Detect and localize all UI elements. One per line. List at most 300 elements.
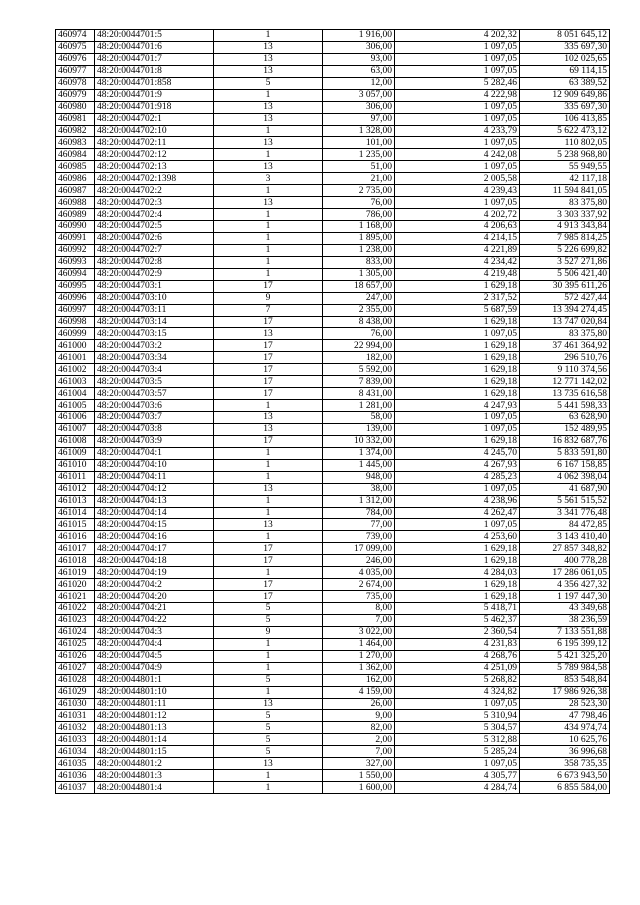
specific-value-cell: 1 629,18 <box>395 555 520 567</box>
cadastral-number-cell: 48:20:0044704:11 <box>95 471 214 483</box>
table-row <box>56 388 610 400</box>
table-row <box>56 340 610 352</box>
row-number-cell: 461011 <box>56 471 95 483</box>
row-number-cell: 461034 <box>56 746 95 758</box>
area-cell: 10 332,00 <box>323 435 395 447</box>
table-row <box>56 364 610 376</box>
row-number-cell: 460992 <box>56 244 95 256</box>
area-cell: 2 355,00 <box>323 304 395 316</box>
category-code-cell: 17 <box>214 376 323 388</box>
specific-value-cell: 4 231,83 <box>395 638 520 650</box>
cadastral-number-cell: 48:20:0044801:14 <box>95 734 214 746</box>
category-code-cell: 5 <box>214 734 323 746</box>
cadastral-value-cell: 4 913 343,84 <box>520 221 610 233</box>
table-row <box>56 376 610 388</box>
row-number-cell: 461016 <box>56 531 95 543</box>
cadastral-number-cell: 48:20:0044703:4 <box>95 364 214 376</box>
row-number-cell: 461014 <box>56 507 95 519</box>
area-cell: 58,00 <box>323 412 395 424</box>
cadastral-value-cell: 9 110 374,56 <box>520 364 610 376</box>
specific-value-cell: 4 238,96 <box>395 495 520 507</box>
row-number-cell: 461015 <box>56 519 95 531</box>
cadastral-number-cell: 48:20:0044702:4 <box>95 209 214 221</box>
area-cell: 1 445,00 <box>323 459 395 471</box>
table-row <box>56 400 610 412</box>
area-cell: 182,00 <box>323 352 395 364</box>
cadastral-number-cell: 48:20:0044702:12 <box>95 149 214 161</box>
cadastral-value-cell: 36 996,68 <box>520 746 610 758</box>
category-code-cell: 17 <box>214 352 323 364</box>
category-code-cell: 1 <box>214 507 323 519</box>
category-code-cell: 1 <box>214 770 323 782</box>
specific-value-cell: 2 005,58 <box>395 173 520 185</box>
cadastral-value-cell: 42 117,18 <box>520 173 610 185</box>
table-row <box>56 77 610 89</box>
table-row <box>56 722 610 734</box>
category-code-cell: 1 <box>214 400 323 412</box>
category-code-cell: 1 <box>214 209 323 221</box>
cadastral-value-cell: 13 747 020,84 <box>520 316 610 328</box>
category-code-cell: 1 <box>214 232 323 244</box>
specific-value-cell: 4 219,48 <box>395 268 520 280</box>
row-number-cell: 461035 <box>56 758 95 770</box>
table-row <box>56 268 610 280</box>
specific-value-cell: 1 097,05 <box>395 65 520 77</box>
cadastral-value-cell: 41 687,90 <box>520 483 610 495</box>
area-cell: 162,00 <box>323 674 395 686</box>
cadastral-number-cell: 48:20:0044703:9 <box>95 435 214 447</box>
cadastral-number-cell: 48:20:0044702:1 <box>95 113 214 125</box>
cadastral-value-cell: 63 389,52 <box>520 77 610 89</box>
table-row <box>56 626 610 638</box>
cadastral-value-cell: 5 561 515,52 <box>520 495 610 507</box>
area-cell: 51,00 <box>323 161 395 173</box>
category-code-cell: 5 <box>214 77 323 89</box>
row-number-cell: 460977 <box>56 65 95 77</box>
table-row <box>56 244 610 256</box>
cadastral-number-cell: 48:20:0044704:4 <box>95 638 214 650</box>
category-code-cell: 17 <box>214 555 323 567</box>
category-code-cell: 17 <box>214 340 323 352</box>
cadastral-value-cell: 434 974,74 <box>520 722 610 734</box>
cadastral-value-cell: 5 506 421,40 <box>520 268 610 280</box>
category-code-cell: 13 <box>214 758 323 770</box>
category-code-cell: 1 <box>214 268 323 280</box>
table-row <box>56 89 610 101</box>
category-code-cell: 1 <box>214 244 323 256</box>
cadastral-value-cell: 11 594 841,05 <box>520 185 610 197</box>
cadastral-number-cell: 48:20:0044702:3 <box>95 197 214 209</box>
category-code-cell: 1 <box>214 185 323 197</box>
row-number-cell: 461002 <box>56 364 95 376</box>
category-code-cell: 13 <box>214 113 323 125</box>
table-row <box>56 423 610 435</box>
cadastral-number-cell: 48:20:0044801:10 <box>95 686 214 698</box>
specific-value-cell: 1 629,18 <box>395 340 520 352</box>
category-code-cell: 1 <box>214 638 323 650</box>
area-cell: 5 592,00 <box>323 364 395 376</box>
specific-value-cell: 1 097,05 <box>395 519 520 531</box>
category-code-cell: 13 <box>214 41 323 53</box>
specific-value-cell: 4 268,76 <box>395 650 520 662</box>
area-cell: 4 035,00 <box>323 567 395 579</box>
cadastral-number-cell: 48:20:0044701:8 <box>95 65 214 77</box>
cadastral-number-cell: 48:20:0044702:2 <box>95 185 214 197</box>
specific-value-cell: 2 317,52 <box>395 292 520 304</box>
table-row <box>56 734 610 746</box>
cadastral-number-cell: 48:20:0044704:13 <box>95 495 214 507</box>
area-cell: 784,00 <box>323 507 395 519</box>
area-cell: 1 328,00 <box>323 125 395 137</box>
cadastral-number-cell: 48:20:0044801:13 <box>95 722 214 734</box>
category-code-cell: 1 <box>214 149 323 161</box>
cadastral-number-cell: 48:20:0044704:17 <box>95 543 214 555</box>
area-cell: 3 057,00 <box>323 89 395 101</box>
table-row <box>56 316 610 328</box>
cadastral-value-cell: 335 697,30 <box>520 101 610 113</box>
cadastral-number-cell: 48:20:0044704:3 <box>95 626 214 638</box>
specific-value-cell: 1 629,18 <box>395 376 520 388</box>
table-row <box>56 471 610 483</box>
specific-value-cell: 5 687,59 <box>395 304 520 316</box>
row-number-cell: 460980 <box>56 101 95 113</box>
cadastral-number-cell: 48:20:0044701:9 <box>95 89 214 101</box>
cadastral-number-cell: 48:20:0044703:2 <box>95 340 214 352</box>
area-cell: 22 994,00 <box>323 340 395 352</box>
row-number-cell: 460984 <box>56 149 95 161</box>
specific-value-cell: 5 282,46 <box>395 77 520 89</box>
specific-value-cell: 1 097,05 <box>395 137 520 149</box>
cadastral-number-cell: 48:20:0044704:5 <box>95 650 214 662</box>
cadastral-value-cell: 30 395 611,26 <box>520 280 610 292</box>
row-number-cell: 461013 <box>56 495 95 507</box>
category-code-cell: 1 <box>214 471 323 483</box>
category-code-cell: 17 <box>214 316 323 328</box>
table-row <box>56 543 610 555</box>
cadastral-value-cell: 5 238 968,80 <box>520 149 610 161</box>
specific-value-cell: 4 247,93 <box>395 400 520 412</box>
cadastral-number-cell: 48:20:0044703:57 <box>95 388 214 400</box>
cadastral-number-cell: 48:20:0044703:15 <box>95 328 214 340</box>
category-code-cell: 1 <box>214 125 323 137</box>
area-cell: 2,00 <box>323 734 395 746</box>
table-row <box>56 579 610 591</box>
row-number-cell: 460997 <box>56 304 95 316</box>
area-cell: 246,00 <box>323 555 395 567</box>
cadastral-value-cell: 47 798,46 <box>520 710 610 722</box>
cadastral-number-cell: 48:20:0044703:5 <box>95 376 214 388</box>
table-row <box>56 591 610 603</box>
area-cell: 97,00 <box>323 113 395 125</box>
row-number-cell: 460994 <box>56 268 95 280</box>
table-row <box>56 483 610 495</box>
specific-value-cell: 4 222,98 <box>395 89 520 101</box>
cadastral-number-cell: 48:20:0044702:11 <box>95 137 214 149</box>
row-number-cell: 461007 <box>56 423 95 435</box>
cadastral-value-cell: 38 236,59 <box>520 614 610 626</box>
specific-value-cell: 1 097,05 <box>395 41 520 53</box>
specific-value-cell: 1 097,05 <box>395 412 520 424</box>
area-cell: 247,00 <box>323 292 395 304</box>
row-number-cell: 460993 <box>56 256 95 268</box>
specific-value-cell: 1 097,05 <box>395 197 520 209</box>
specific-value-cell: 4 245,70 <box>395 447 520 459</box>
cadastral-value-cell: 17 286 061,05 <box>520 567 610 579</box>
area-cell: 833,00 <box>323 256 395 268</box>
row-number-cell: 461028 <box>56 674 95 686</box>
cadastral-value-cell: 152 489,95 <box>520 423 610 435</box>
cadastral-value-cell: 106 413,85 <box>520 113 610 125</box>
cadastral-number-cell: 48:20:0044801:3 <box>95 770 214 782</box>
cadastral-value-cell: 37 461 364,92 <box>520 340 610 352</box>
specific-value-cell: 4 284,03 <box>395 567 520 579</box>
specific-value-cell: 1 629,18 <box>395 352 520 364</box>
category-code-cell: 13 <box>214 412 323 424</box>
category-code-cell: 1 <box>214 459 323 471</box>
cadastral-number-cell: 48:20:0044703:11 <box>95 304 214 316</box>
cadastral-value-cell: 4 356 427,32 <box>520 579 610 591</box>
area-cell: 1 362,00 <box>323 662 395 674</box>
area-cell: 4 159,00 <box>323 686 395 698</box>
row-number-cell: 461025 <box>56 638 95 650</box>
category-code-cell: 13 <box>214 519 323 531</box>
specific-value-cell: 5 310,94 <box>395 710 520 722</box>
table-row <box>56 698 610 710</box>
category-code-cell: 5 <box>214 710 323 722</box>
area-cell: 1 235,00 <box>323 149 395 161</box>
area-cell: 306,00 <box>323 41 395 53</box>
specific-value-cell: 1 629,18 <box>395 316 520 328</box>
table-row <box>56 209 610 221</box>
area-cell: 1 600,00 <box>323 782 395 794</box>
table-row <box>56 101 610 113</box>
cadastral-number-cell: 48:20:0044704:10 <box>95 459 214 471</box>
cadastral-value-cell: 5 833 591,80 <box>520 447 610 459</box>
category-code-cell: 13 <box>214 137 323 149</box>
cadastral-number-cell: 48:20:0044704:18 <box>95 555 214 567</box>
cadastral-number-cell: 48:20:0044703:8 <box>95 423 214 435</box>
cadastral-value-cell: 27 857 348,82 <box>520 543 610 555</box>
table-row <box>56 555 610 567</box>
table-row <box>56 197 610 209</box>
table-row <box>56 567 610 579</box>
cadastral-value-cell: 12 909 649,86 <box>520 89 610 101</box>
table-body <box>56 30 610 794</box>
table-row <box>56 221 610 233</box>
cadastral-number-cell: 48:20:0044801:15 <box>95 746 214 758</box>
category-code-cell: 17 <box>214 388 323 400</box>
specific-value-cell: 4 262,47 <box>395 507 520 519</box>
row-number-cell: 461021 <box>56 591 95 603</box>
cadastral-value-cell: 55 949,55 <box>520 161 610 173</box>
cadastral-value-cell: 6 167 158,85 <box>520 459 610 471</box>
cadastral-number-cell: 48:20:0044703:7 <box>95 412 214 424</box>
category-code-cell: 17 <box>214 579 323 591</box>
row-number-cell: 461009 <box>56 447 95 459</box>
table-row <box>56 125 610 137</box>
table-row <box>56 53 610 65</box>
row-number-cell: 461005 <box>56 400 95 412</box>
specific-value-cell: 4 202,32 <box>395 30 520 42</box>
cadastral-value-cell: 358 735,35 <box>520 758 610 770</box>
specific-value-cell: 1 097,05 <box>395 113 520 125</box>
category-code-cell: 17 <box>214 364 323 376</box>
specific-value-cell: 4 242,08 <box>395 149 520 161</box>
cadastral-value-cell: 10 625,76 <box>520 734 610 746</box>
specific-value-cell: 1 097,05 <box>395 328 520 340</box>
row-number-cell: 460975 <box>56 41 95 53</box>
specific-value-cell: 5 285,24 <box>395 746 520 758</box>
area-cell: 77,00 <box>323 519 395 531</box>
area-cell: 1 305,00 <box>323 268 395 280</box>
area-cell: 1 464,00 <box>323 638 395 650</box>
cadastral-value-cell: 84 472,85 <box>520 519 610 531</box>
cadastral-number-cell: 48:20:0044701:6 <box>95 41 214 53</box>
area-cell: 7,00 <box>323 746 395 758</box>
row-number-cell: 460978 <box>56 77 95 89</box>
cadastral-number-cell: 48:20:0044704:12 <box>95 483 214 495</box>
cadastral-value-cell: 83 375,80 <box>520 328 610 340</box>
cadastral-value-cell: 296 510,76 <box>520 352 610 364</box>
category-code-cell: 1 <box>214 89 323 101</box>
table-row <box>56 280 610 292</box>
table-row <box>56 531 610 543</box>
cadastral-number-cell: 48:20:0044702:8 <box>95 256 214 268</box>
cadastral-number-cell: 48:20:0044701:7 <box>95 53 214 65</box>
category-code-cell: 1 <box>214 221 323 233</box>
specific-value-cell: 1 629,18 <box>395 364 520 376</box>
cadastral-number-cell: 48:20:0044702:5 <box>95 221 214 233</box>
area-cell: 9,00 <box>323 710 395 722</box>
area-cell: 7 839,00 <box>323 376 395 388</box>
specific-value-cell: 4 305,77 <box>395 770 520 782</box>
category-code-cell: 1 <box>214 447 323 459</box>
area-cell: 2 674,00 <box>323 579 395 591</box>
row-number-cell: 461033 <box>56 734 95 746</box>
area-cell: 82,00 <box>323 722 395 734</box>
cadastral-value-cell: 69 114,15 <box>520 65 610 77</box>
cadastral-value-cell: 102 025,65 <box>520 53 610 65</box>
category-code-cell: 9 <box>214 626 323 638</box>
row-number-cell: 461017 <box>56 543 95 555</box>
row-number-cell: 461018 <box>56 555 95 567</box>
table-row <box>56 603 610 615</box>
category-code-cell: 1 <box>214 531 323 543</box>
cadastral-number-cell: 48:20:0044704:2 <box>95 579 214 591</box>
cadastral-number-cell: 48:20:0044702:10 <box>95 125 214 137</box>
cadastral-number-cell: 48:20:0044801:2 <box>95 758 214 770</box>
specific-value-cell: 1 097,05 <box>395 483 520 495</box>
table-row <box>56 674 610 686</box>
area-cell: 76,00 <box>323 197 395 209</box>
cadastral-value-table <box>55 29 610 794</box>
area-cell: 26,00 <box>323 698 395 710</box>
cadastral-number-cell: 48:20:0044703:14 <box>95 316 214 328</box>
row-number-cell: 460974 <box>56 30 95 42</box>
specific-value-cell: 5 304,57 <box>395 722 520 734</box>
specific-value-cell: 1 097,05 <box>395 423 520 435</box>
specific-value-cell: 4 284,74 <box>395 782 520 794</box>
table-row <box>56 304 610 316</box>
table-row <box>56 782 610 794</box>
cadastral-value-cell: 1 197 447,30 <box>520 591 610 603</box>
cadastral-value-cell: 5 622 473,12 <box>520 125 610 137</box>
area-cell: 1 270,00 <box>323 650 395 662</box>
cadastral-value-cell: 8 051 645,12 <box>520 30 610 42</box>
specific-value-cell: 5 462,37 <box>395 614 520 626</box>
row-number-cell: 461008 <box>56 435 95 447</box>
area-cell: 21,00 <box>323 173 395 185</box>
specific-value-cell: 1 097,05 <box>395 698 520 710</box>
row-number-cell: 460996 <box>56 292 95 304</box>
specific-value-cell: 4 239,43 <box>395 185 520 197</box>
cadastral-number-cell: 48:20:0044704:19 <box>95 567 214 579</box>
cadastral-value-cell: 6 195 399,12 <box>520 638 610 650</box>
cadastral-number-cell: 48:20:0044701:858 <box>95 77 214 89</box>
table-row <box>56 149 610 161</box>
table-row <box>56 292 610 304</box>
area-cell: 2 735,00 <box>323 185 395 197</box>
area-cell: 1 168,00 <box>323 221 395 233</box>
table-row <box>56 352 610 364</box>
cadastral-value-cell: 335 697,30 <box>520 41 610 53</box>
cadastral-value-cell: 6 855 584,00 <box>520 782 610 794</box>
cadastral-number-cell: 48:20:0044704:16 <box>95 531 214 543</box>
specific-value-cell: 5 312,88 <box>395 734 520 746</box>
specific-value-cell: 4 234,42 <box>395 256 520 268</box>
area-cell: 1 281,00 <box>323 400 395 412</box>
row-number-cell: 460989 <box>56 209 95 221</box>
category-code-cell: 13 <box>214 53 323 65</box>
cadastral-value-cell: 43 349,68 <box>520 603 610 615</box>
specific-value-cell: 4 214,15 <box>395 232 520 244</box>
cadastral-number-cell: 48:20:0044704:9 <box>95 662 214 674</box>
cadastral-number-cell: 48:20:0044704:22 <box>95 614 214 626</box>
area-cell: 8 431,00 <box>323 388 395 400</box>
table-row <box>56 447 610 459</box>
cadastral-value-cell: 12 771 142,02 <box>520 376 610 388</box>
category-code-cell: 13 <box>214 161 323 173</box>
specific-value-cell: 4 202,72 <box>395 209 520 221</box>
category-code-cell: 17 <box>214 543 323 555</box>
area-cell: 735,00 <box>323 591 395 603</box>
category-code-cell: 5 <box>214 674 323 686</box>
area-cell: 3 022,00 <box>323 626 395 638</box>
cadastral-value-cell: 13 735 616,58 <box>520 388 610 400</box>
specific-value-cell: 1 097,05 <box>395 53 520 65</box>
row-number-cell: 460988 <box>56 197 95 209</box>
area-cell: 327,00 <box>323 758 395 770</box>
table-row <box>56 519 610 531</box>
row-number-cell: 461000 <box>56 340 95 352</box>
table-row <box>56 662 610 674</box>
cadastral-value-cell: 7 985 814,25 <box>520 232 610 244</box>
cadastral-number-cell: 48:20:0044703:10 <box>95 292 214 304</box>
row-number-cell: 460987 <box>56 185 95 197</box>
cadastral-value-cell: 3 143 410,40 <box>520 531 610 543</box>
row-number-cell: 461010 <box>56 459 95 471</box>
specific-value-cell: 4 251,09 <box>395 662 520 674</box>
row-number-cell: 461027 <box>56 662 95 674</box>
cadastral-value-cell: 5 789 984,58 <box>520 662 610 674</box>
category-code-cell: 1 <box>214 256 323 268</box>
table-row <box>56 435 610 447</box>
row-number-cell: 461004 <box>56 388 95 400</box>
row-number-cell: 460985 <box>56 161 95 173</box>
cadastral-number-cell: 48:20:0044703:1 <box>95 280 214 292</box>
row-number-cell: 461026 <box>56 650 95 662</box>
table-row <box>56 173 610 185</box>
